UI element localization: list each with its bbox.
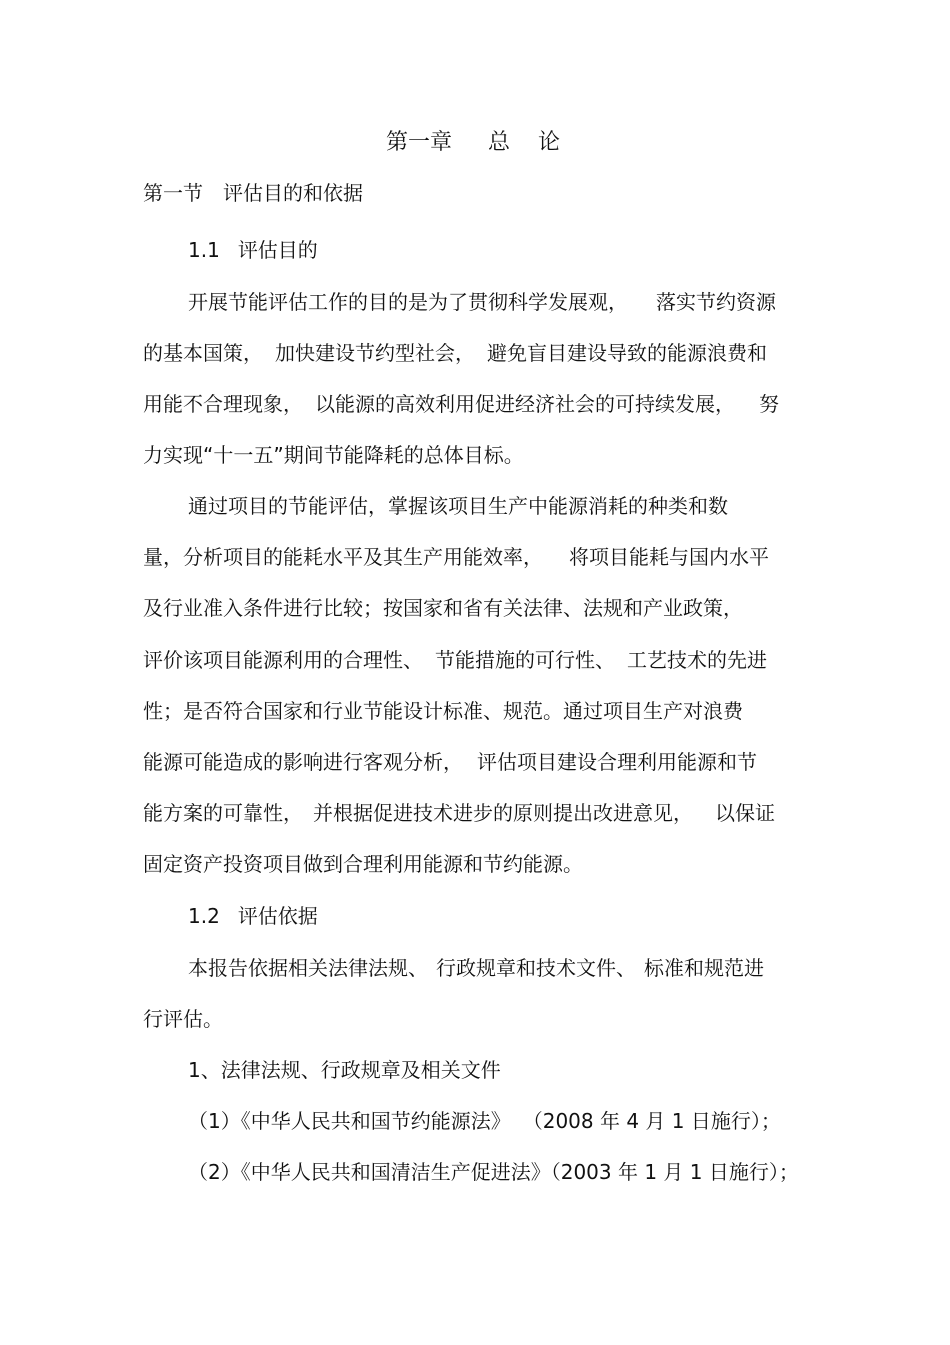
list-item [188,1109,781,1133]
text-run: 以能源的高效利用促进经济社会的可持续发展， [315,392,735,416]
law-name: 《中华人民共和国节约能源法》 [240,1109,511,1133]
text-run: 将项目能耗与国内水平 [569,545,769,569]
text-line [143,596,743,620]
text-run: 通过项目的节能评估，掌握该项目生产中能源消耗的种类和数 [188,494,728,518]
text-line [188,494,728,518]
chapter-title-word-1: 总 [488,130,511,155]
text-line [143,341,767,365]
section-label: 第一节 [143,181,203,205]
text-run: 的基本国策， [143,341,263,365]
text-run: 能方案的可靠性， [143,801,303,825]
text-run: 本报告依据相关法律法规、 [188,956,428,980]
text-run: 量，分析项目的能耗水平及其生产用能效率， [143,545,543,569]
text-run: 及行业准入条件进行比较；按国家和省有关法律、法规和产业政策， [143,596,743,620]
text-line [143,750,757,774]
list-item [188,1160,799,1184]
list-item-number: （1） [188,1109,241,1133]
subsection-heading-1-2 [188,904,318,928]
text-line [143,852,583,876]
text-run: 并根据促进技术进步的原则提出改进意见， [313,801,693,825]
text-run: 标准和规范进 [644,956,764,980]
subsection-number: 1.2 [188,904,220,928]
section-heading [143,181,363,205]
text-run: 工艺技术的先进 [627,648,767,672]
text-line [143,392,779,416]
chapter-title-word-2: 论 [538,130,561,155]
text-run: 固定资产投资项目做到合理利用能源和节约能源。 [143,852,583,876]
section-title: 评估目的和依据 [223,181,363,205]
text-run: 避免盲目建设导致的能源浪费和 [487,341,767,365]
text-run: 努 [759,392,779,416]
text-line [188,290,776,314]
subsection-number: 1.1 [188,238,220,262]
text-run: 行评估。 [143,1007,223,1031]
subsection-title: 评估目的 [237,238,318,262]
text-run: 加快建设节约型社会， [275,341,475,365]
subsection-title: 评估依据 [237,904,318,928]
text-line [188,956,764,980]
chapter-heading [386,130,560,156]
text-line [143,699,743,723]
text-line [143,801,775,825]
text-run: 评估项目建设合理利用能源和节 [477,750,757,774]
chapter-title: 第一章 [386,130,453,155]
text-run: 节能措施的可行性、 [435,648,615,672]
text-run: 能源可能造成的影响进行客观分析， [143,750,463,774]
text-run: 行政规章和技术文件、 [436,956,636,980]
text-line [143,648,767,672]
law-date: （2003 年 1 月 1 日施行）； [550,1160,799,1184]
text-line [143,545,769,569]
law-date: （2008 年 4 月 1 日施行）； [522,1109,781,1133]
text-run: 落实节约资源 [656,290,776,314]
text-run: 性；是否符合国家和行业节能设计标准、规范。通过项目生产对浪费 [143,699,743,723]
list-heading [188,1058,501,1082]
text-run: 开展节能评估工作的目的是为了贯彻科学发展观， [188,290,628,314]
text-run: 力实现“十一五”期间节能降耗的总体目标。 [143,443,524,467]
text-run: 用能不合理现象， [143,392,303,416]
text-line [143,443,524,467]
list-heading-text: 1、法律法规、行政规章及相关文件 [188,1058,501,1082]
law-name: 《中华人民共和国清洁生产促进法》 [240,1160,551,1184]
text-run: 以保证 [715,801,775,825]
text-line [143,1007,223,1031]
text-run: 评价该项目能源利用的合理性、 [143,648,423,672]
subsection-heading-1-1 [188,238,318,262]
list-item-number: （2） [188,1160,241,1184]
